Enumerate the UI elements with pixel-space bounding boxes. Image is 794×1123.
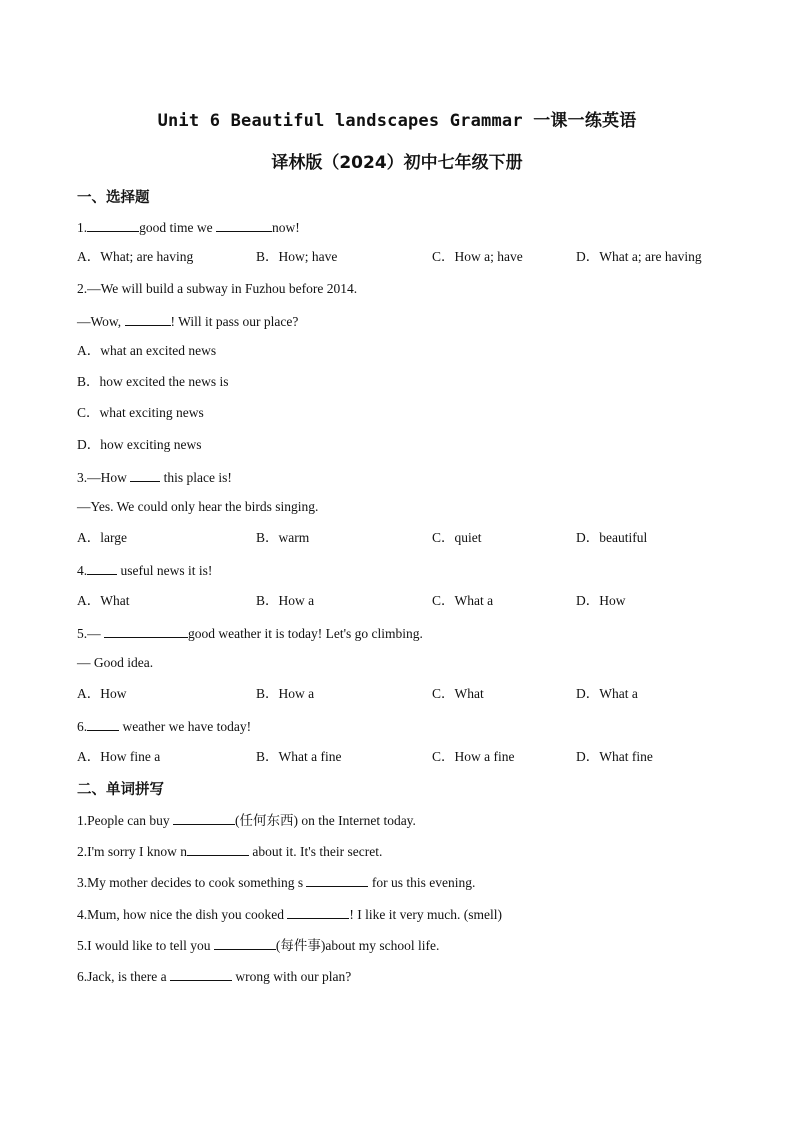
option-d[interactable]: D．beautiful [576, 530, 648, 545]
spelling-item-1: 1.People can buy (任何东西) on the Internet today. [77, 810, 416, 830]
option-c[interactable]: C．what exciting news [77, 405, 204, 420]
answer-blank[interactable] [173, 810, 235, 825]
option-d[interactable]: D．What a [576, 686, 638, 701]
option-a[interactable]: A．How [77, 686, 127, 701]
option-d[interactable]: D．How [576, 593, 626, 608]
option-b[interactable]: B．how excited the news is [77, 374, 229, 389]
question-2: 2.—We will build a subway in Fuzhou before 2014. [77, 281, 358, 296]
option-d[interactable]: D．how exciting news [77, 437, 202, 452]
question-4: 4. useful news it is! [77, 560, 212, 580]
option-c[interactable]: C．How a fine [432, 749, 515, 764]
option-c[interactable]: C．What [432, 686, 484, 701]
answer-blank[interactable] [87, 716, 119, 731]
answer-blank[interactable] [287, 904, 349, 919]
option-c[interactable]: C．How a; have [432, 249, 523, 264]
question-5: 5.— good weather it is today! Let's go climbing. [77, 623, 423, 643]
question-5-response: — Good idea. [77, 655, 154, 670]
question-3: 3.—How this place is! [77, 467, 232, 487]
answer-blank[interactable] [87, 560, 117, 575]
question-1: 1. good time we now! [77, 217, 300, 237]
option-b[interactable]: B．How a [256, 686, 315, 701]
option-a[interactable]: A．What [77, 593, 130, 608]
answer-blank[interactable] [214, 935, 276, 950]
option-d[interactable]: D．What a; are having [576, 249, 702, 264]
option-a[interactable]: A．large [77, 530, 127, 545]
title-english: Unit 6 Beautiful landscapes Grammar [157, 111, 534, 131]
option-a[interactable]: A．How fine a [77, 749, 161, 764]
section-heading-word-spelling: 二、单词拼写 [77, 782, 164, 798]
answer-blank[interactable] [125, 311, 171, 326]
answer-blank[interactable] [87, 217, 139, 232]
question-3-response: —Yes. We could only hear the birds singing. [77, 499, 319, 514]
option-b[interactable]: B．warm [256, 530, 310, 545]
option-a[interactable]: A．What; are having [77, 249, 194, 264]
spelling-item-5: 5.I would like to tell you (每件事)about my school life. [77, 935, 439, 955]
option-c[interactable]: C．What a [432, 593, 494, 608]
spelling-item-4: 4.Mum, how nice the dish you cooked ! I like it very much. (smell) [77, 904, 502, 924]
option-a[interactable]: A．what an excited news [77, 343, 217, 358]
option-b[interactable]: B．What a fine [256, 749, 342, 764]
title-chinese: 一课一练英语 [533, 111, 637, 131]
section-heading-multiple-choice: 一、选择题 [77, 190, 150, 206]
answer-blank[interactable] [306, 872, 368, 887]
document-subtitle: 译林版（2024）初中七年级下册 [271, 153, 523, 173]
spelling-item-2: 2.I'm sorry I know n about it. It's their secret. [77, 841, 382, 861]
spelling-item-3: 3.My mother decides to cook something s for us this evening. [77, 872, 475, 892]
answer-blank[interactable] [104, 623, 188, 638]
option-b[interactable]: B．How; have [256, 249, 338, 264]
option-d[interactable]: D．What fine [576, 749, 653, 764]
option-c[interactable]: C．quiet [432, 530, 482, 545]
option-b[interactable]: B．How a [256, 593, 315, 608]
spelling-item-6: 6.Jack, is there a wrong with our plan? [77, 966, 351, 986]
answer-blank[interactable] [216, 217, 272, 232]
answer-blank[interactable] [187, 841, 249, 856]
question-2-response: —Wow, ! Will it pass our place? [77, 311, 298, 331]
answer-blank[interactable] [130, 467, 160, 482]
document-title [0, 106, 794, 131]
answer-blank[interactable] [170, 966, 232, 981]
question-6: 6. weather we have today! [77, 716, 251, 736]
